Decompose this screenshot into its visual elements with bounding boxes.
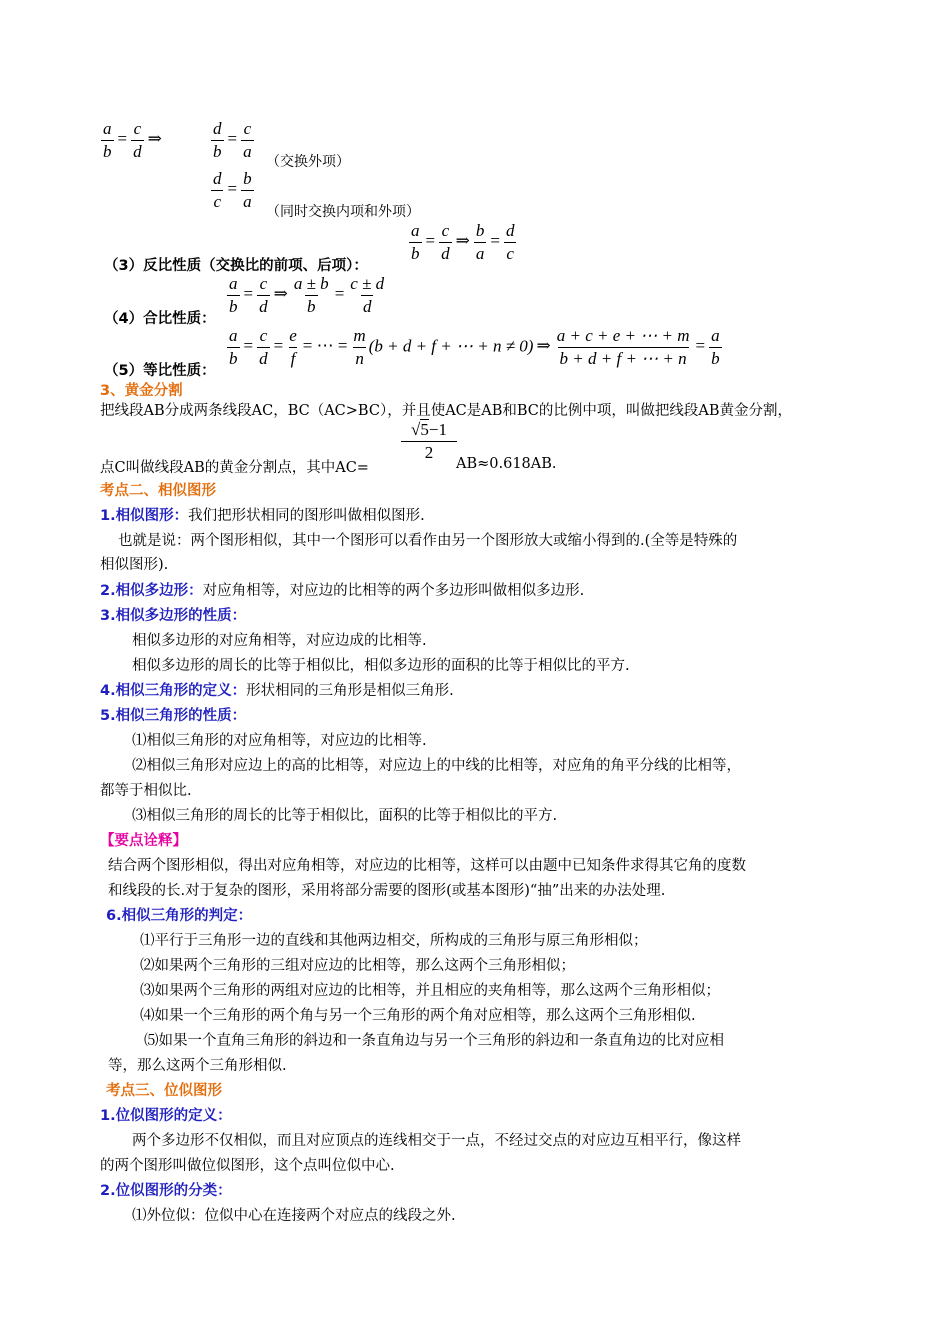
formula-componendo: $\frac{a}{b}$ = $\frac{c}{d}$ ⇒ $\frac{a \pm b}{b}$ = $\frac{c \pm d}{d}$ <box>229 274 385 316</box>
frac-num: c ± d <box>350 274 385 293</box>
frac-den: b <box>103 141 112 161</box>
frac-num: b <box>475 221 485 240</box>
frac-num: c <box>243 119 252 138</box>
triangle-property-2b: 都等于相似比. <box>100 783 192 799</box>
para-that-is-1: 也就是说：两个图形相似，其中一个图形可以看作由另一个图形放大或缩小得到的.(全等是特殊的 <box>118 533 738 549</box>
frac-num: c <box>259 274 268 293</box>
label-triangle-properties: 5.相似三角形的性质： <box>100 708 247 724</box>
text-similar-figures: 我们把形状相同的图形叫做相似图形. <box>188 508 425 524</box>
frac-den: b + d + f + ⋯ + n <box>559 348 687 368</box>
frac-num: d <box>505 221 515 240</box>
frac-den: b <box>229 348 238 368</box>
polygon-property-2: 相似多边形的周长的比等于相似比，相似多边形的面积的比等于相似比的平方. <box>132 658 630 674</box>
frac-num: a ± b <box>293 274 329 293</box>
frac-den: c <box>506 243 514 263</box>
frac-den: a <box>243 191 252 211</box>
frac-den: b <box>307 296 316 316</box>
frac-num: a <box>103 119 112 138</box>
minus-one: −1 <box>428 420 447 439</box>
equals-sign: = <box>117 129 128 149</box>
heading-similar-figures: 考点二、相似图形 <box>100 483 216 499</box>
note-swap-outer: （交换外项） <box>266 154 350 170</box>
para-similar-polygons <box>100 579 584 600</box>
frac-den: b <box>229 296 238 316</box>
frac-num: d <box>213 169 222 188</box>
formula-swap-both: $\frac{d}{c}$ = $\frac{b}{a}$ <box>213 169 252 211</box>
nonzero-condition: (b + d + f + ⋯ + n ≠ 0) <box>368 336 534 356</box>
frac-den: n <box>355 348 364 368</box>
frac-den: d <box>441 243 450 263</box>
frac-num: e <box>289 326 297 345</box>
text-triangle-def: 形状相同的三角形是相似三角形. <box>246 683 454 699</box>
frac-den: d <box>362 296 372 316</box>
frac-num: c <box>259 326 268 345</box>
note-swap-both: （同时交换内项和外项） <box>266 204 420 220</box>
key-point-2: 和线段的长.对于复杂的图形，采用将部分需要的图形(或基本图形)“抽”出来的办法处理. <box>108 883 666 899</box>
label-homothetic-def: 1.位似图形的定义： <box>100 1108 232 1124</box>
label-componendo-property: （4）合比性质： <box>104 311 216 327</box>
golden-approx: AB≈0.618AB. <box>456 456 557 472</box>
homothetic-def-1: 两个多边形不仅相似，而且对应顶点的连线相交于一点，不经过交点的对应边互相平行，像这样 <box>132 1133 741 1149</box>
para-similar-triangles-def <box>100 679 454 700</box>
polygon-property-1: 相似多边形的对应角相等，对应边成的比相等. <box>132 633 427 649</box>
para-that-is-2: 相似图形). <box>100 557 169 573</box>
heading-golden-section: 3、黄金分割 <box>100 383 183 399</box>
criterion-5b: 等，那么这两个三角形相似. <box>108 1058 287 1074</box>
frac-den: d <box>259 348 268 368</box>
frac-den: c <box>213 191 222 211</box>
sqrt-sign: √ <box>411 420 421 439</box>
label-similar-polygons: 2.相似多边形： <box>100 583 203 599</box>
triangle-property-1: ⑴相似三角形的对应角相等，对应边的比相等. <box>132 733 427 749</box>
criterion-2: ⑵如果两个三角形的三组对应边的比相等，那么这两个三角形相似； <box>140 958 575 974</box>
label-homothetic-types: 2.位似图形的分类： <box>100 1183 232 1199</box>
frac-den: d <box>133 141 142 161</box>
label-inverse-property: （3）反比性质（交换比的前项、后项）： <box>104 258 368 274</box>
frac-den: b <box>711 348 720 368</box>
criterion-3: ⑶如果两个三角形的两组对应边的比相等，并且相应的夹角相等，那么这两个三角形相似； <box>140 983 720 999</box>
frac-den: d <box>259 296 268 316</box>
ellipsis-equals: = ⋯ = <box>302 336 348 356</box>
key-point-label: 【要点诠释】 <box>100 833 187 849</box>
criterion-5a: ⑸如果一个直角三角形的斜边和一条直角边与另一个三角形的斜边和一条直角边的比对应相 <box>144 1033 724 1049</box>
heading-homothetic-figures: 考点三、位似图形 <box>106 1083 222 1099</box>
label-triangle-def: 4.相似三角形的定义： <box>100 683 247 699</box>
frac-num: a <box>411 221 420 240</box>
frac-den: b <box>213 141 222 161</box>
implies-arrow: ⇒ <box>147 129 162 149</box>
formula-inverse: $\frac{a}{b}$ = $\frac{c}{d}$ ⇒ $\frac{b}{a}$ = $\frac{d}{c}$ <box>411 221 515 263</box>
label-equal-ratio-property: （5）等比性质： <box>104 363 216 379</box>
triangle-property-2a: ⑵相似三角形对应边上的高的比相等，对应边上的中线的比相等，对应角的角平分线的比相等， <box>132 758 741 774</box>
sqrt-radicand: 5 <box>420 420 429 439</box>
frac-den: b <box>411 243 420 263</box>
formula-equal-ratio: $\frac{a}{b}$ = $\frac{c}{d}$ = $\frac{e}{f}$ = ⋯ = $\frac{m}{n}$ (b + d + f + ⋯ + n ≠ 0) ⇒ $\frac{a + c + e + \cdots + m}{b + d + f + \cdots + n}$ = $\frac{a}{b}$ <box>229 326 720 368</box>
formula-ratio-base <box>100 120 165 161</box>
label-polygon-properties: 3.相似多边形的性质： <box>100 608 247 624</box>
frac-den: a <box>243 141 252 161</box>
frac-num: a <box>711 326 720 345</box>
frac-num: b <box>243 169 252 188</box>
frac-num: a <box>229 326 238 345</box>
text-similar-polygons: 对应角相等，对应边的比相等的两个多边形叫做相似多边形. <box>202 583 585 599</box>
golden-den: 2 <box>401 441 457 462</box>
criterion-1: ⑴平行于三角形一边的直线和其他两边相交，所构成的三角形与原三角形相似； <box>140 933 648 949</box>
criterion-4: ⑷如果一个三角形的两个角与另一个三角形的两个角对应相等，那么这两个三角形相似. <box>140 1008 696 1024</box>
frac-num: d <box>213 119 222 138</box>
frac-num: c <box>133 119 142 138</box>
triangle-property-3: ⑶相似三角形的周长的比等于相似比，面积的比等于相似比的平方. <box>132 808 558 824</box>
label-similar-figures: 1.相似图形： <box>100 508 189 524</box>
frac-den: f <box>290 348 296 368</box>
homothetic-def-2: 的两个图形叫做位似图形，这个点叫位似中心. <box>100 1158 395 1174</box>
golden-definition: 把线段AB分成两条线段AC，BC（AC>BC），并且使AC是AB和BC的比例中项，叫做把线段AB黄金分割， <box>100 403 793 419</box>
frac-num: a <box>229 274 238 293</box>
para-similar-figures <box>100 504 425 525</box>
frac-num: a + c + e + ⋯ + m <box>556 326 690 345</box>
golden-ratio-fraction <box>400 421 458 462</box>
formula-swap-outer: $\frac{d}{b}$ = $\frac{c}{a}$ <box>213 119 252 161</box>
frac-num: m <box>353 326 366 345</box>
frac-den: a <box>475 243 485 263</box>
golden-point-text: 点C叫做线段AB的黄金分割点，其中AC= <box>100 460 369 476</box>
homothetic-type-1: ⑴外位似：位似中心在连接两个对应点的线段之外. <box>132 1208 456 1224</box>
frac-num: c <box>441 221 450 240</box>
label-triangle-criteria: 6.相似三角形的判定： <box>106 908 253 924</box>
key-point-1: 结合两个图形相似，得出对应角相等，对应边的比相等，这样可以由题中已知条件求得其它角的度数 <box>108 858 746 874</box>
